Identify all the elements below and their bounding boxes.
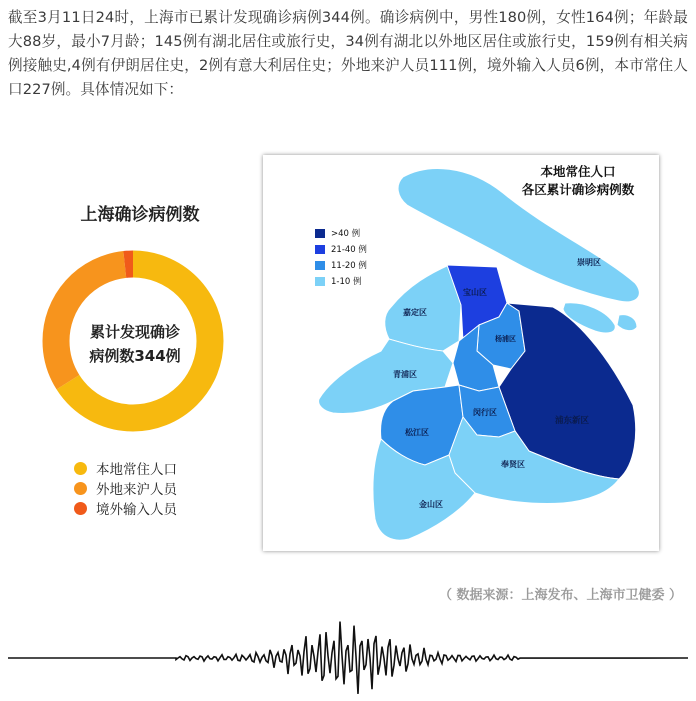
label-jinshan: 金山区 — [419, 500, 443, 509]
legend-label-imported: 境外输入人员 — [96, 502, 177, 518]
map-title-line-1: 本地常住人口 — [540, 164, 616, 179]
map-panel — [263, 155, 659, 551]
legend-item-migrant — [74, 478, 177, 498]
label-minhang: 闵行区 — [473, 408, 497, 417]
map-title — [503, 163, 653, 199]
map-legend-label-1-10: 1-10 例 — [331, 277, 362, 287]
map-legend — [315, 225, 367, 289]
map-legend-item-1-10 — [315, 273, 367, 289]
map-legend-label-11-20: 11-20 例 — [331, 261, 367, 271]
intro-paragraph: 截至3月11日24时，上海市已累计发现确诊病例344例。确诊病例中，男性180例，女性164例；年龄最大88岁，最小7月龄；145例有湖北居住或旅行史，34例有湖北以外地区居住或旅行史，159例有相关病例接触史,4例有伊朗居住史，2例有意大利居住史；外地来沪人员111例，境外输入人员6例，本市常住人口227例。具体情况如下： — [8, 9, 688, 98]
donut-center-label — [60, 320, 210, 368]
audio-waveform-decoration — [0, 618, 696, 698]
map-legend-swatch-11-20 — [315, 261, 325, 270]
legend-item-imported — [74, 498, 177, 518]
label-pudong: 浦东新区 — [555, 416, 590, 426]
waveform-line — [8, 622, 688, 694]
map-legend-item-21-40 — [315, 241, 367, 257]
donut-legend — [74, 458, 177, 518]
donut-center-line-2: 病例数344例 — [89, 347, 181, 365]
legend-item-local — [74, 458, 177, 478]
label-chongming: 崇明区 — [577, 258, 601, 267]
label-fengxian: 奉贤区 — [501, 460, 525, 469]
map-legend-swatch-over40 — [315, 229, 325, 238]
data-source-note: （ 数据来源：上海发布、上海市卫健委 ） — [438, 588, 682, 603]
legend-dot-imported — [74, 502, 87, 515]
legend-dot-migrant — [74, 482, 87, 495]
label-baoshan: 宝山区 — [463, 288, 487, 297]
legend-label-migrant: 外地来沪人员 — [96, 482, 177, 498]
map-legend-swatch-1-10 — [315, 277, 325, 286]
map-legend-item-11-20 — [315, 257, 367, 273]
legend-label-local: 本地常住人口 — [96, 462, 177, 478]
map-legend-item-over40 — [315, 225, 367, 241]
donut-center-line-1: 累计发现确诊 — [89, 323, 180, 341]
map-legend-label-over40: >40 例 — [331, 229, 361, 239]
label-yangpu: 杨浦区 — [495, 335, 516, 343]
legend-dot-local — [74, 462, 87, 475]
label-qingpu: 青浦区 — [393, 370, 417, 379]
label-songjiang: 松江区 — [405, 428, 429, 437]
label-jiading: 嘉定区 — [403, 308, 427, 317]
map-legend-swatch-21-40 — [315, 245, 325, 254]
map-title-line-2: 各区累计确诊病例数 — [521, 182, 635, 197]
shanghai-district-map — [263, 155, 659, 551]
map-legend-label-21-40: 21-40 例 — [331, 245, 367, 255]
donut-chart-title: 上海确诊病例数 — [80, 205, 200, 225]
island-hengsha — [617, 315, 637, 331]
